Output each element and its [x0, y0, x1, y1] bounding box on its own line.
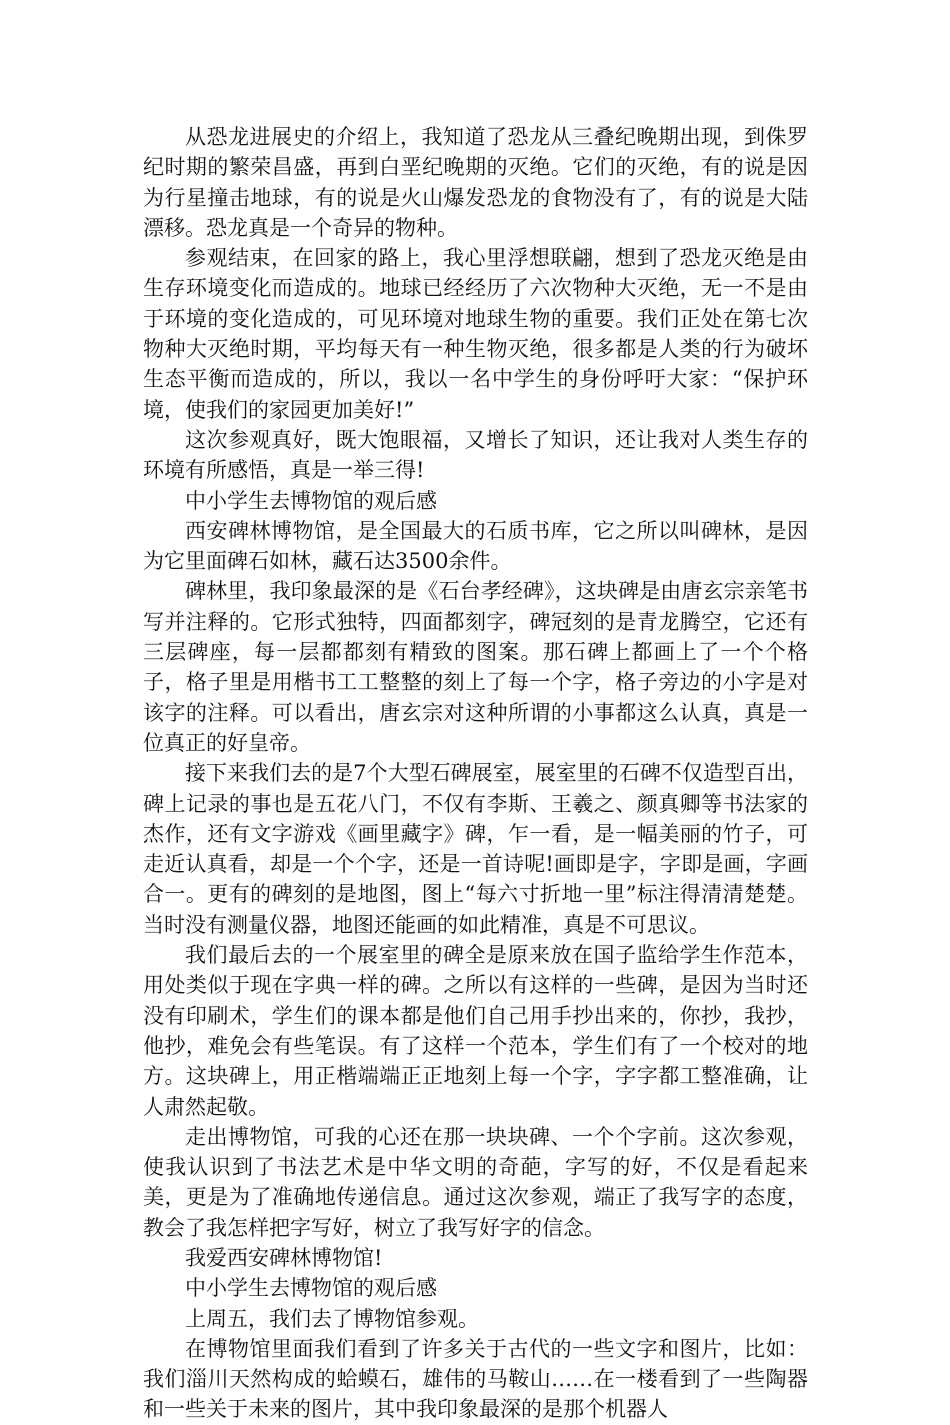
paragraph: 这次参观真好，既大饱眼福，又增长了知识，还让我对人类生存的环境有所感悟，真是一举三得!	[143, 427, 808, 483]
paragraph: 碑林里，我印象最深的是《石台孝经碑》，这块碑是由唐玄宗亲笔书写并注释的。它形式独特，四面都刻字，碑冠刻的是青龙腾空，它还有三层碑座，每一层都都刻有精致的图案。那石碑上都画上了一个个格子，格子里是用楷书工工整整的刻上了每一个字，格子旁边的小字是对该字的注释。可以看出，唐玄宗对这种所谓的小事都这么认真，真是一位真正的好皇帝。	[143, 579, 808, 755]
paragraph: 西安碑林博物馆，是全国最大的石质书库，它之所以叫碑林，是因为它里面碑石如林，藏石达3500余件。	[143, 518, 808, 574]
paragraph: 接下来我们去的是7个大型石碑展室，展室里的石碑不仅造型百出，碑上记录的事也是五花八门，不仅有李斯、王羲之、颜真卿等书法家的杰作，还有文字游戏《画里藏字》碑，乍一看，是一幅美丽的竹子，可走近认真看，却是一个个字，还是一首诗呢!画即是字，字即是画，字画合一。更有的碑刻的是地图，图上“每六寸折地一里”标注得清清楚楚。当时没有测量仪器，地图还能画的如此精准，真是不可思议。	[143, 761, 808, 937]
paragraph: 在博物馆里面我们看到了许多关于古代的一些文字和图片，比如：我们淄川天然构成的蛤蟆石，雄伟的马鞍山……在一楼看到了一些陶器和一些关于未来的图片，其中我印象最深的是那个机器人	[143, 1336, 808, 1422]
paragraph: 我们最后去的一个展室里的碑全是原来放在国子监给学生作范本，用处类似于现在字典一样的碑。之所以有这样的一些碑，是因为当时还没有印刷术，学生们的课本都是他们自己用手抄出来的，你抄，我抄，他抄，难免会有些笔误。有了这样一个范本，学生们有了一个校对的地方。这块碑上，用正楷端端正正地刻上每一个字，字字都工整准确，让人肃然起敬。	[143, 943, 808, 1119]
paragraph: 参观结束，在回家的路上，我心里浮想联翩，想到了恐龙灭绝是由生存环境变化而造成的。地球已经经历了六次物种大灭绝，无一不是由于环境的变化造成的，可见环境对地球生物的重要。我们正处在第七次物种大灭绝时期，平均每天有一种生物灭绝，很多都是人类的行为破坏生态平衡而造成的，所以，我以一名中学生的身份呼吁大家：“保护环境，使我们的家园更加美好!”	[143, 246, 808, 422]
section-title: 中小学生去博物馆的观后感	[185, 1276, 437, 1301]
document-body	[143, 122, 808, 1425]
section-title: 中小学生去博物馆的观后感	[185, 488, 437, 513]
paragraph: 我爱西安碑林博物馆!	[185, 1245, 383, 1270]
paragraph: 走出博物馆，可我的心还在那一块块碑、一个个字前。这次参观，使我认识到了书法艺术是中华文明的奇葩，字写的好，不仅是看起来美，更是为了准确地传递信息。通过这次参观，端正了我写字的态度，教会了我怎样把字写好，树立了我写好字的信念。	[143, 1124, 808, 1240]
paragraph: 从恐龙进展史的介绍上，我知道了恐龙从三叠纪晚期出现，到侏罗纪时期的繁荣昌盛，再到白垩纪晚期的灭绝。它们的灭绝，有的说是因为行星撞击地球，有的说是火山爆发恐龙的食物没有了，有的说是大陆漂移。恐龙真是一个奇异的物种。	[143, 125, 808, 240]
paragraph: 上周五，我们去了博物馆参观。	[185, 1306, 479, 1331]
